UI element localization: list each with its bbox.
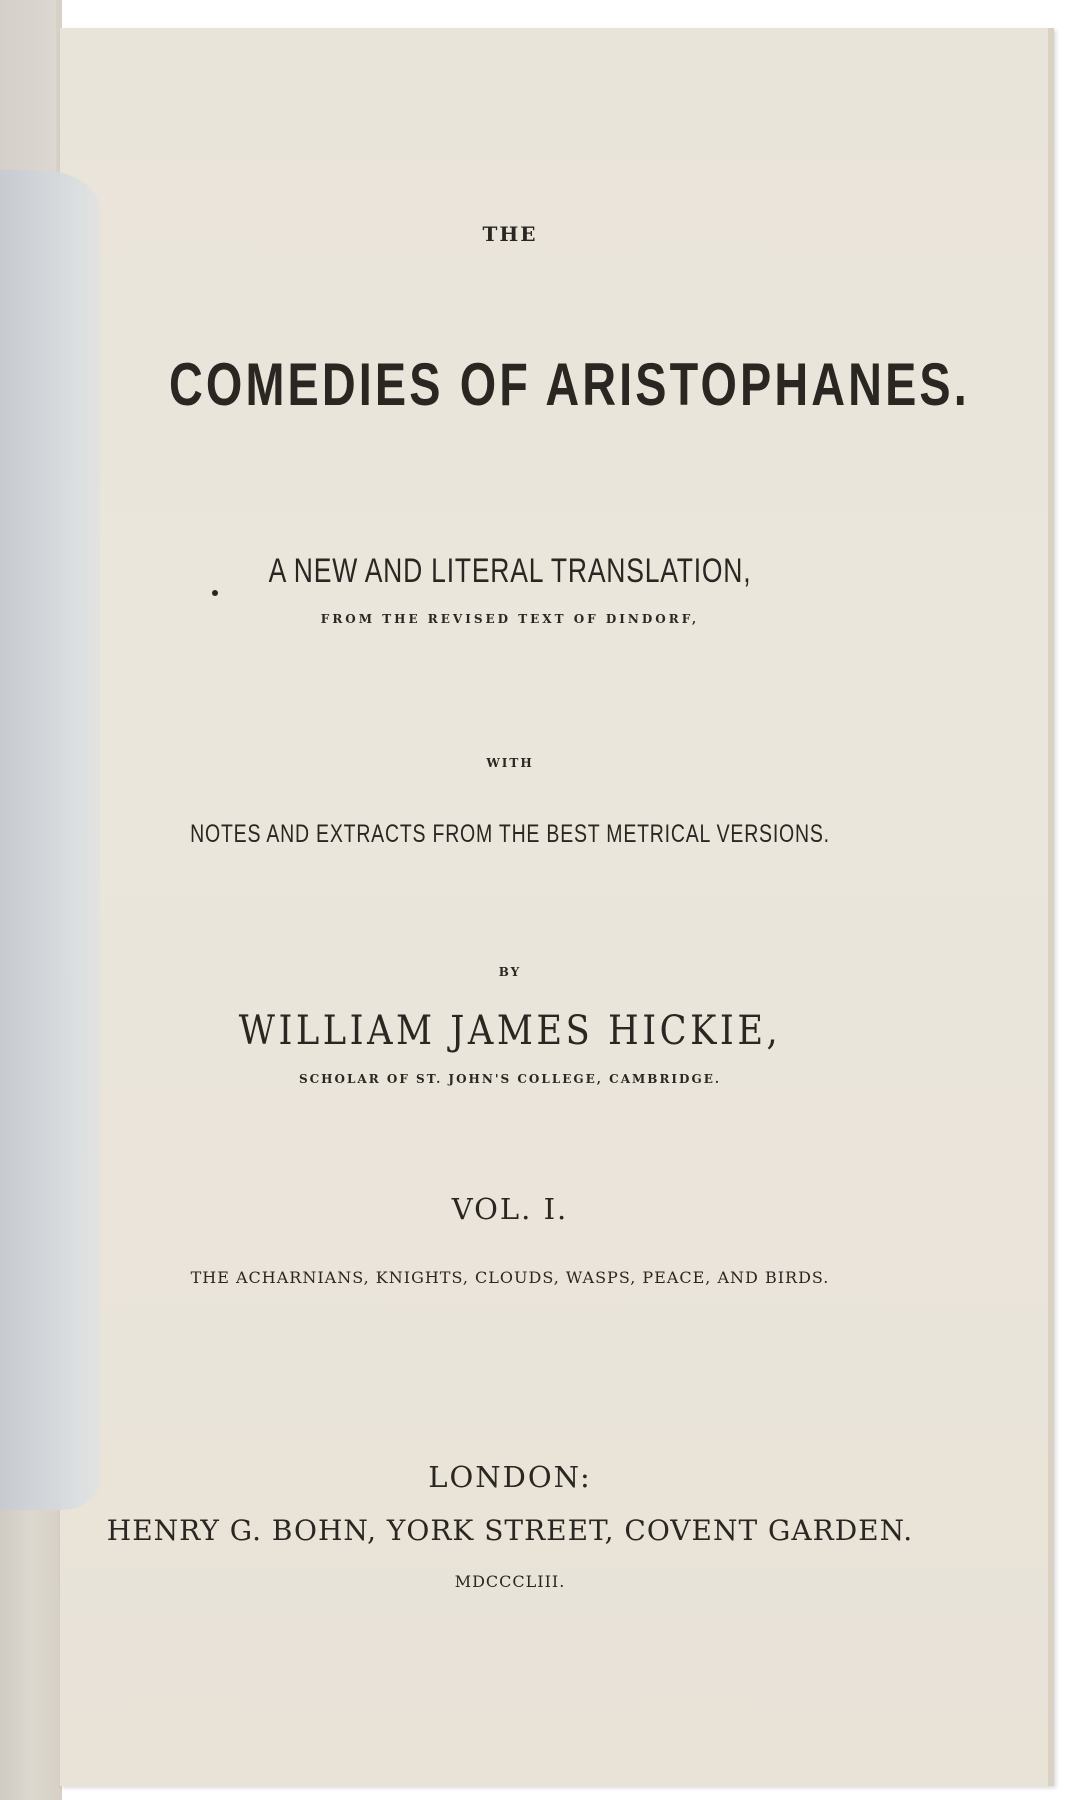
book-board-top bbox=[0, 0, 56, 190]
with-line: WITH bbox=[486, 756, 534, 770]
imprint-date: MDCCCLIII. bbox=[454, 1572, 566, 1591]
author-affiliation: SCHOLAR OF ST. JOHN'S COLLEGE, CAMBRIDGE. bbox=[298, 1072, 722, 1086]
subtitle: A NEW AND LITERAL TRANSLATION, bbox=[268, 552, 752, 590]
imprint-publisher: HENRY G. BOHN, YORK STREET, COVENT GARDEN. bbox=[106, 1514, 914, 1547]
author-name: WILLIAM JAMES HICKIE, bbox=[238, 1008, 782, 1054]
volume-contents: THE ACHARNIANS, KNIGHTS, CLOUDS, WASPS, PEACE, AND BIRDS. bbox=[190, 1268, 830, 1287]
imprint-place: LONDON: bbox=[428, 1460, 592, 1494]
title-article: THE bbox=[482, 222, 538, 246]
volume-number: VOL. I. bbox=[451, 1192, 569, 1226]
notes-line: NOTES AND EXTRACTS FROM THE BEST METRICAL VERSIONS. bbox=[190, 820, 830, 848]
source-text-line: FROM THE REVISED TEXT OF DINDORF, bbox=[320, 612, 700, 626]
by-line: BY bbox=[498, 965, 522, 979]
title-page-text bbox=[60, 0, 1054, 1800]
main-title: COMEDIES OF ARISTOPHANES. bbox=[169, 351, 970, 418]
